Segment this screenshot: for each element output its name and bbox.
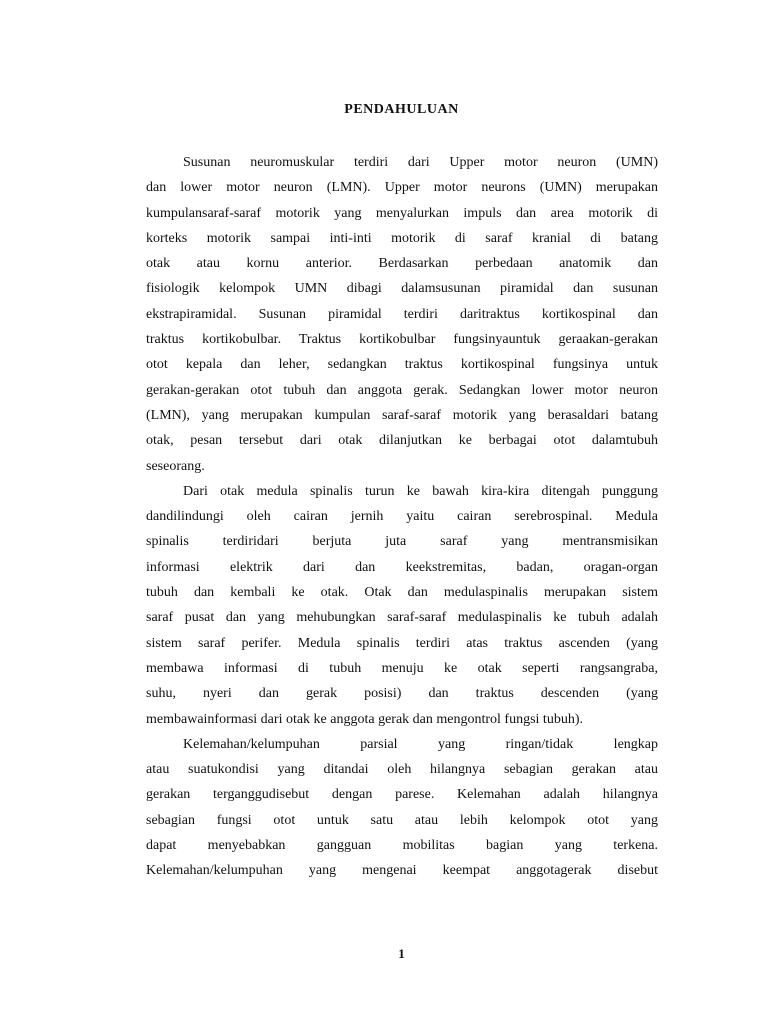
text-line: korteks motorik sampai inti-inti motorik di saraf kranial di batang: [146, 230, 658, 246]
text-line: sistem saraf perifer. Medula spinalis terdiri atas traktus ascenden (yang: [146, 635, 658, 651]
text-line: otak atau kornu anterior. Berdasarkan perbedaan anatomik dan: [146, 256, 658, 272]
text-line: sebagian fungsi otot untuk satu atau lebih kelompok otot yang: [146, 812, 658, 828]
text-line: otot kepala dan leher, sedangkan traktus kortikospinal fungsinya untuk: [146, 357, 658, 373]
text-line: otak, pesan tersebut dari otak dilanjutkan ke berbagai otot dalamtubuh: [146, 433, 658, 449]
text-line: membawainformasi dari otak ke anggota gerak dan mengontrol fungsi tubuh).: [146, 711, 583, 727]
text-line: seseorang.: [146, 458, 205, 474]
page-title: PENDAHULUAN: [344, 102, 459, 117]
text-line: spinalis terdiridari berjuta juta saraf yang mentransmisikan: [146, 534, 658, 550]
text-line: saraf pusat dan yang mehubungkan saraf-saraf medulaspinalis ke tubuh adalah: [146, 610, 658, 626]
text-line: tubuh dan kembali ke otak. Otak dan medulaspinalis merupakan sistem: [146, 585, 658, 601]
text-line: (LMN), yang merupakan kumpulan saraf-saraf motorik yang berasaldari batang: [146, 407, 658, 423]
text-line: Dari otak medula spinalis turun ke bawah kira-kira ditengah punggung: [183, 483, 658, 499]
text-line: gerakan-gerakan otot tubuh dan anggota gerak. Sedangkan lower motor neuron: [146, 382, 658, 398]
text-line: traktus kortikobulbar. Traktus kortikobulbar fungsinyauntuk geraakan-gerakan: [146, 332, 658, 348]
text-line: suhu, nyeri dan gerak posisi) dan traktus descenden (yang: [146, 686, 658, 702]
body-text: [146, 150, 658, 884]
text-line: atau suatukondisi yang ditandai oleh hilangnya sebagian gerakan atau: [146, 762, 658, 778]
text-line: fisiologik kelompok UMN dibagi dalamsusunan piramidal dan susunan: [146, 281, 658, 297]
text-line: Kelemahan/kelumpuhan parsial yang ringan/tidak lengkap: [183, 736, 658, 752]
text-line: kumpulansaraf-saraf motorik yang menyalurkan impuls dan area motorik di: [146, 205, 658, 221]
text-line: dandilindungi oleh cairan jernih yaitu cairan serebrospinal. Medula: [146, 509, 658, 525]
text-line: gerakan terganggudisebut dengan parese. Kelemahan adalah hilangnya: [146, 787, 658, 803]
text-line: membawa informasi di tubuh menuju ke otak seperti rangsangraba,: [146, 660, 658, 676]
text-line: Kelemahan/kelumpuhan yang mengenai keempat anggotagerak disebut: [146, 863, 658, 879]
text-line: dan lower motor neuron (LMN). Upper motor neurons (UMN) merupakan: [146, 180, 658, 196]
text-line: dapat menyebabkan gangguan mobilitas bagian yang terkena.: [146, 838, 658, 854]
text-line: Susunan neuromuskular terdiri dari Upper motor neuron (UMN): [183, 155, 658, 170]
text-line: informasi elektrik dari dan keekstremitas, badan, oragan-organ: [146, 559, 658, 575]
page-number: 1: [398, 946, 405, 961]
text-line: ekstrapiramidal. Susunan piramidal terdiri daritraktus kortikospinal dan: [146, 306, 658, 322]
